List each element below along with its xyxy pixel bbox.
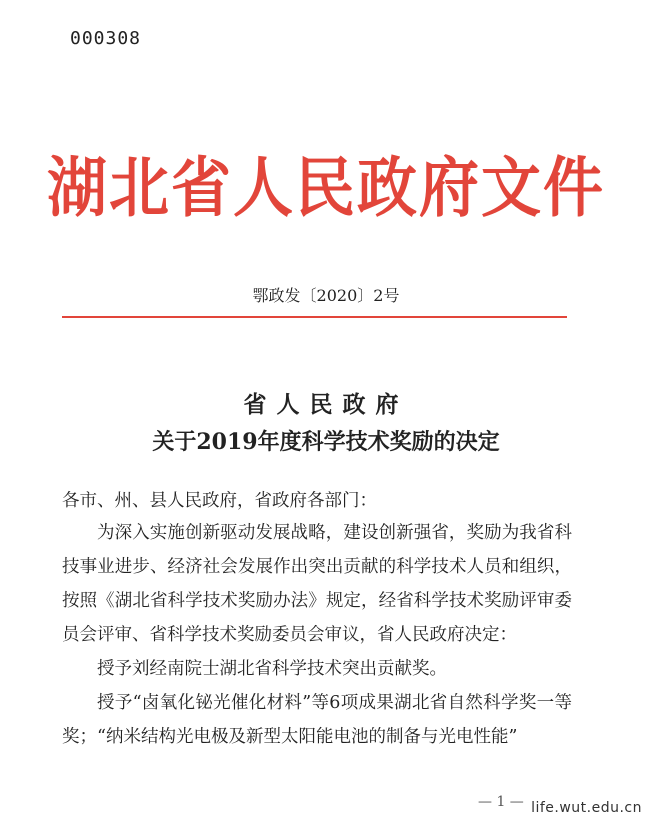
title-issuer: 省人民政府 bbox=[243, 391, 409, 418]
page-number: — 1 — bbox=[478, 794, 524, 810]
body-paragraph: 授予“卤氧化铋光催化材料”等6项成果湖北省自然科学奖一等奖；“纳米结构光电极及新型太阳能电池的制备与光电性能” bbox=[62, 693, 572, 747]
document-body bbox=[62, 516, 572, 754]
addressee-line: 各市、州、县人民政府，省政府各部门： bbox=[62, 491, 377, 511]
document-number: 鄂政发〔2020〕2号 bbox=[252, 286, 400, 305]
serial-number: 000308 bbox=[70, 28, 142, 49]
document-masthead: 湖北省人民政府文件 bbox=[47, 150, 605, 227]
body-paragraph: 授予刘经南院士湖北省科学技术突出贡献奖。 bbox=[97, 659, 447, 679]
body-paragraph: 为深入实施创新驱动发展战略，建设创新强省，奖励为我省科技事业进步、经济社会发展作出突出贡献的科学技术人员和组织，按照《湖北省科学技术奖励办法》规定，经省科学技术奖励评审委员会评审、省科学技术奖励委员会审议，省人民政府决定： bbox=[62, 523, 572, 645]
title-subject: 关于2019年度科学技术奖励的决定 bbox=[152, 429, 500, 455]
red-divider bbox=[62, 316, 567, 318]
source-watermark: life.wut.edu.cn bbox=[531, 800, 642, 816]
